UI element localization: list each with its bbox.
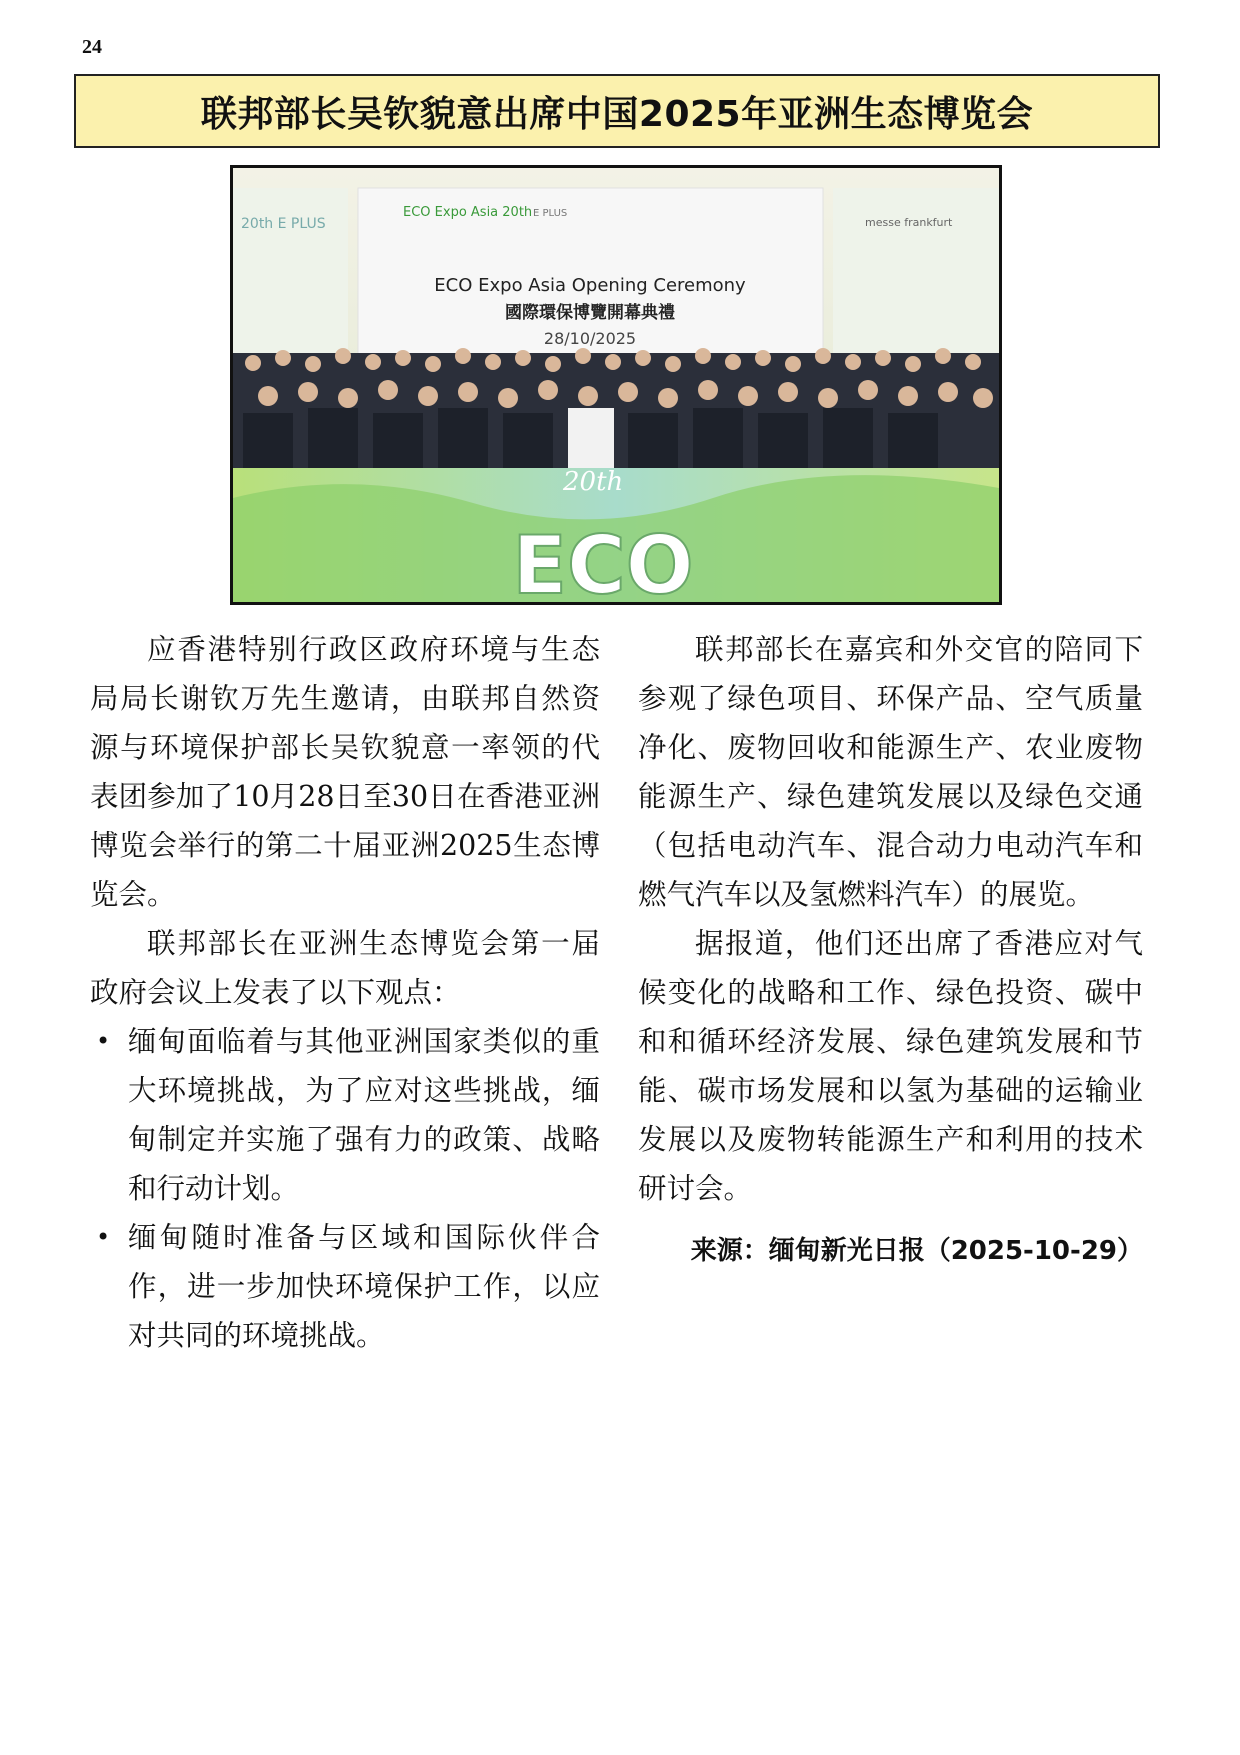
- backdrop-left-logo: 20th E PLUS: [241, 216, 326, 232]
- crowd: [233, 348, 999, 473]
- viewpoints-list: [90, 1017, 600, 1360]
- seminar-paragraph: 据报道，他们还出席了香港应对气候变化的战略和工作、绿色投资、碳中和和循环经济发展、绿色建筑发展和节能、碳市场发展和以氢为基础的运输业发展以及废物转能源生产和利用的技术研讨会。: [638, 927, 1143, 1205]
- list-item: • 缅甸面临着与其他亚洲国家类似的重大环境挑战，为了应对这些挑战，缅甸制定并实施了强有力的政策、战略和行动计划。: [90, 1017, 600, 1213]
- backdrop-logo-sub: E PLUS: [533, 208, 568, 219]
- partner-logo: messe frankfurt: [865, 216, 953, 229]
- intro-paragraph: 应香港特别行政区政府环境与生态局局长谢钦万先生邀请，由联邦自然资源与环境保护部长吴钦貌意一率领的代表团参加了10月28日至30日在香港亚洲博览会举行的第二十届亚洲2025生态博览会。: [90, 633, 600, 911]
- left-column: [90, 625, 600, 1360]
- viewpoints-paragraph: 联邦部长在亚洲生态博览会第一届政府会议上发表了以下观点：: [90, 927, 600, 1009]
- page-number: 24: [82, 36, 102, 58]
- visit-paragraph: 联邦部长在嘉宾和外交官的陪同下参观了绿色项目、环保产品、空气质量净化、废物回收和能源生产、农业废物能源生产、绿色建筑发展以及绿色交通（包括电动汽车、混合动力电动汽车和燃气汽车以及氢燃料汽车）的展览。: [638, 633, 1143, 911]
- backdrop-title-zh: 國際環保博覽開幕典禮: [505, 303, 675, 323]
- stage-badge: 20th: [563, 467, 624, 497]
- ceremony-photo: [233, 168, 999, 602]
- backdrop-title-en: ECO Expo Asia Opening Ceremony: [434, 275, 746, 296]
- backdrop-logo: ECO Expo Asia 20th: [403, 205, 533, 220]
- right-column: [638, 625, 1143, 1276]
- article-headline: 联邦部长吴钦貌意出席中国2025年亚洲生态博览会: [200, 93, 1034, 135]
- stage-text: ECO: [512, 519, 694, 602]
- source-credit: 来源：缅甸新光日报（2025-10-29）: [690, 1236, 1143, 1266]
- backdrop-date: 28/10/2025: [543, 329, 637, 348]
- list-item: • 缅甸随时准备与区域和国际伙伴合作，进一步加快环境保护工作，以应对共同的环境挑战。: [90, 1213, 600, 1360]
- headline-box: [74, 74, 1160, 148]
- article-photo: [230, 165, 1002, 605]
